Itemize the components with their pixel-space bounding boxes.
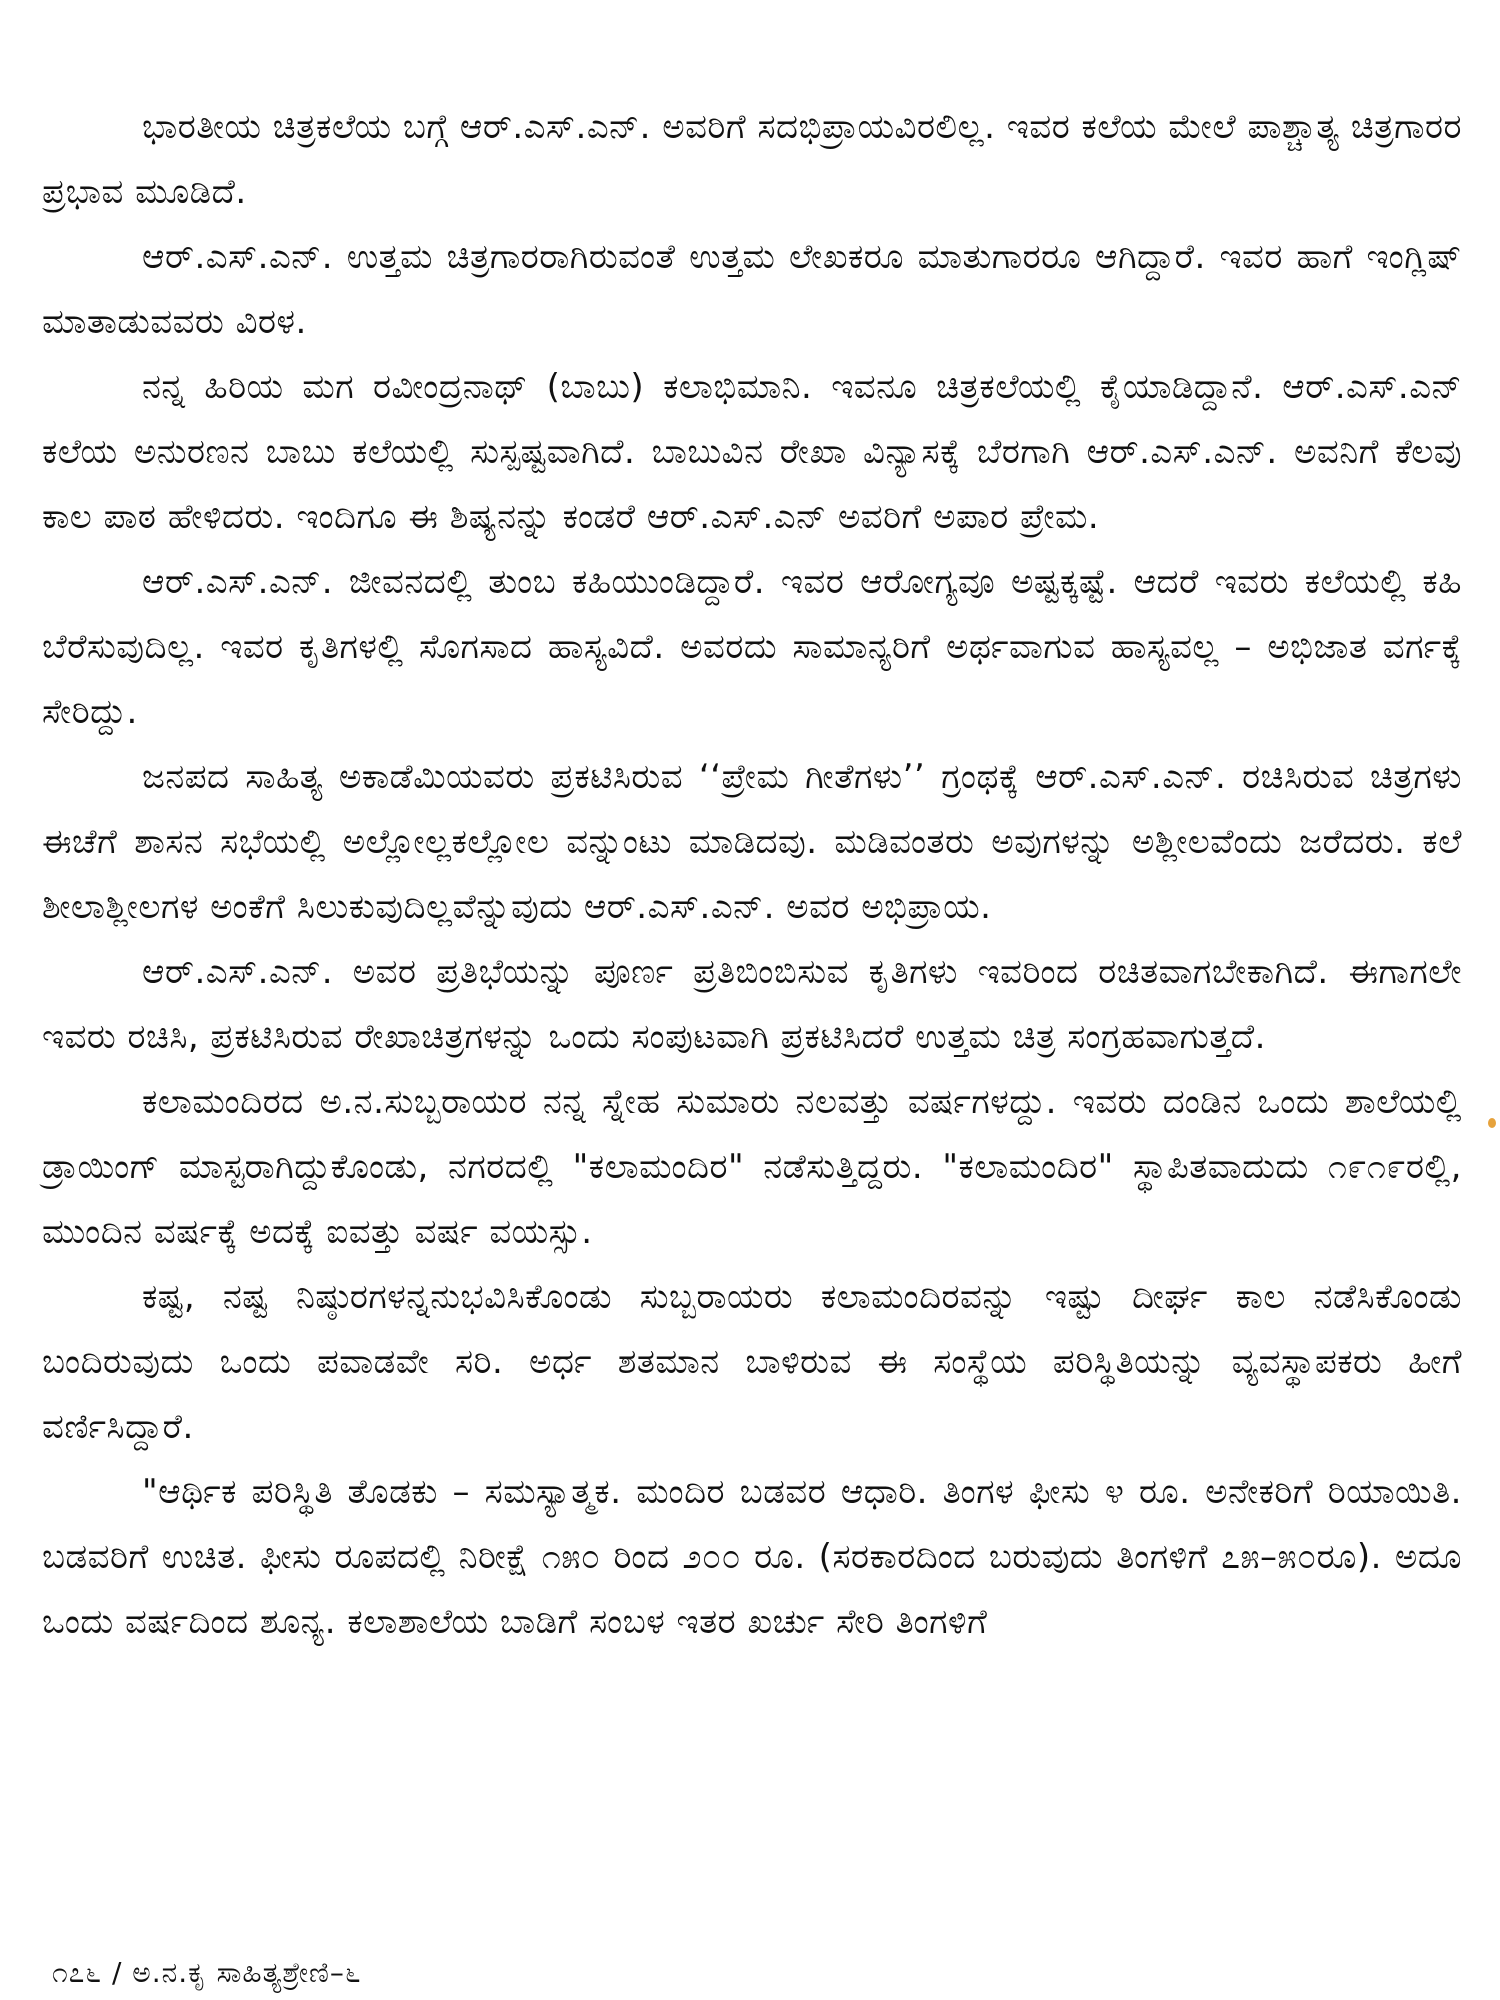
paragraph: ನನ್ನ ಹಿರಿಯ ಮಗ ರವೀಂದ್ರನಾಥ್ (ಬಾಬು) ಕಲಾಭಿಮಾನಿ. ಇವನೂ ಚಿತ್ರಕಲೆಯಲ್ಲಿ ಕೈಯಾಡಿದ್ದಾನೆ. ಆರ್.ಎಸ್.ಎನ್ ಕಲೆಯ ಅನುರಣನ ಬಾಬು ಕಲೆಯಲ್ಲಿ ಸುಸ್ಪಷ್ಟವಾಗಿದೆ. ಬಾಬುವಿನ ರೇಖಾ ವಿನ್ಯಾಸಕ್ಕೆ ಬೆರಗಾಗಿ ಆರ್.ಎಸ್.ಎನ್. ಅವನಿಗೆ ಕೆಲವು ಕಾಲ ಪಾಠ ಹೇಳಿದರು. ಇಂದಿಗೂ ಈ ಶಿಷ್ಯನನ್ನು ಕಂಡರೆ ಆರ್.ಎಸ್.ಎನ್ ಅವರಿಗೆ ಅಪಾರ ಪ್ರೇಮ. [42,367,1462,537]
page-body [42,95,1462,1655]
paragraph: ಕಲಾಮಂದಿರದ ಅ.ನ.ಸುಬ್ಬರಾಯರ ನನ್ನ ಸ್ನೇಹ ಸುಮಾರು ನಲವತ್ತು ವರ್ಷಗಳದ್ದು. ಇವರು ದಂಡಿನ ಒಂದು ಶಾಲೆಯಲ್ಲಿ ಡ್ರಾಯಿಂಗ್ ಮಾಸ್ಟರಾಗಿದ್ದುಕೊಂಡು, ನಗರದಲ್ಲಿ "ಕಲಾಮಂದಿರ" ನಡೆಸುತ್ತಿದ್ದರು. "ಕಲಾಮಂದಿರ" ಸ್ಥಾಪಿತವಾದುದು ೧೯೧೯ರಲ್ಲಿ, ಮುಂದಿನ ವರ್ಷಕ್ಕೆ ಅದಕ್ಕೆ ಐವತ್ತು ವರ್ಷ ವಯಸ್ಸು. [42,1082,1462,1252]
paragraph: ಆರ್.ಎಸ್.ಎನ್. ಉತ್ತಮ ಚಿತ್ರಗಾರರಾಗಿರುವಂತೆ ಉತ್ತಮ ಲೇಖಕರೂ ಮಾತುಗಾರರೂ ಆಗಿದ್ದಾರೆ. ಇವರ ಹಾಗೆ ಇಂಗ್ಲಿಷ್ ಮಾತಾಡುವವರು ವಿರಳ. [42,237,1462,342]
paragraph: ಕಷ್ಟ, ನಷ್ಟ ನಿಷ್ಠುರಗಳನ್ನನುಭವಿಸಿಕೊಂಡು ಸುಬ್ಬರಾಯರು ಕಲಾಮಂದಿರವನ್ನು ಇಷ್ಟು ದೀರ್ಘ ಕಾಲ ನಡೆಸಿಕೊಂಡು ಬಂದಿರುವುದು ಒಂದು ಪವಾಡವೇ ಸರಿ. ಅರ್ಧ ಶತಮಾನ ಬಾಳಿರುವ ಈ ಸಂಸ್ಥೆಯ ಪರಿಸ್ಥಿತಿಯನ್ನು ವ್ಯವಸ್ಥಾಪಕರು ಹೀಗೆ ವರ್ಣಿಸಿದ್ದಾರೆ. [42,1277,1462,1447]
paragraph: ಜನಪದ ಸಾಹಿತ್ಯ ಅಕಾಡೆಮಿಯವರು ಪ್ರಕಟಿಸಿರುವ ‘‘ಪ್ರೇಮ ಗೀತೆಗಳು’’ ಗ್ರಂಥಕ್ಕೆ ಆರ್.ಎಸ್.ಎನ್. ರಚಿಸಿರುವ ಚಿತ್ರಗಳು ಈಚೆಗೆ ಶಾಸನ ಸಭೆಯಲ್ಲಿ ಅಲ್ಲೋಲ್ಲಕಲ್ಲೋಲ ವನ್ನುಂಟು ಮಾಡಿದವು. ಮಡಿವಂತರು ಅವುಗಳನ್ನು ಅಶ್ಲೀಲವೆಂದು ಜರೆದರು. ಕಲೆ ಶೀಲಾಶ್ಲೀಲಗಳ ಅಂಕೆಗೆ ಸಿಲುಕುವುದಿಲ್ಲವೆನ್ನುವುದು ಆರ್.ಎಸ್.ಎನ್. ಅವರ ಅಭಿಪ್ರಾಯ. [42,757,1462,927]
scan-edge-mark [1488,1118,1496,1128]
paragraph: ಆರ್.ಎಸ್.ಎನ್. ಜೀವನದಲ್ಲಿ ತುಂಬ ಕಹಿಯುಂಡಿದ್ದಾರೆ. ಇವರ ಆರೋಗ್ಯವೂ ಅಷ್ಟಕ್ಕಷ್ಟೆ. ಆದರೆ ಇವರು ಕಲೆಯಲ್ಲಿ ಕಹಿ ಬೆರೆಸುವುದಿಲ್ಲ. ಇವರ ಕೃತಿಗಳಲ್ಲಿ ಸೊಗಸಾದ ಹಾಸ್ಯವಿದೆ. ಅವರದು ಸಾಮಾನ್ಯರಿಗೆ ಅರ್ಥವಾಗುವ ಹಾಸ್ಯವಲ್ಲ – ಅಭಿಜಾತ ವರ್ಗಕ್ಕೆ ಸೇರಿದ್ದು. [42,562,1462,732]
paragraph: "ಆರ್ಥಿಕ ಪರಿಸ್ಥಿತಿ ತೊಡಕು – ಸಮಸ್ಯಾತ್ಮಕ. ಮಂದಿರ ಬಡವರ ಆಧಾರಿ. ತಿಂಗಳ ಫೀಸು ೪ ರೂ. ಅನೇಕರಿಗೆ ರಿಯಾಯಿತಿ. ಬಡವರಿಗೆ ಉಚಿತ. ಫೀಸು ರೂಪದಲ್ಲಿ ನಿರೀಕ್ಷೆ ೧೫೦ ರಿಂದ ೨೦೦ ರೂ. (ಸರಕಾರದಿಂದ ಬರುವುದು ತಿಂಗಳಿಗೆ ೭೫–೫೦ರೂ). ಅದೂ ಒಂದು ವರ್ಷದಿಂದ ಶೂನ್ಯ. ಕಲಾಶಾಲೆಯ ಬಾಡಿಗೆ ಸಂಬಳ ಇತರ ಖರ್ಚು ಸೇರಿ ತಿಂಗಳಿಗೆ [42,1472,1462,1642]
paragraph: ಭಾರತೀಯ ಚಿತ್ರಕಲೆಯ ಬಗ್ಗೆ ಆರ್.ಎಸ್.ಎನ್. ಅವರಿಗೆ ಸದಭಿಪ್ರಾಯವಿರಲಿಲ್ಲ. ಇವರ ಕಲೆಯ ಮೇಲೆ ಪಾಶ್ಚಾತ್ಯ ಚಿತ್ರಗಾರರ ಪ್ರಭಾವ ಮೂಡಿದೆ. [42,107,1462,212]
page-footer: ೧೭೬ / ಅ.ನ.ಕೃ ಸಾಹಿತ್ಯಶ್ರೇಣಿ–೬ [52,1956,362,1989]
paragraph: ಆರ್.ಎಸ್.ಎನ್. ಅವರ ಪ್ರತಿಭೆಯನ್ನು ಪೂರ್ಣ ಪ್ರತಿಬಿಂಬಿಸುವ ಕೃತಿಗಳು ಇವರಿಂದ ರಚಿತವಾಗಬೇಕಾಗಿದೆ. ಈಗಾಗಲೇ ಇವರು ರಚಿಸಿ, ಪ್ರಕಟಿಸಿರುವ ರೇಖಾಚಿತ್ರಗಳನ್ನು ಒಂದು ಸಂಪುಟವಾಗಿ ಪ್ರಕಟಿಸಿದರೆ ಉತ್ತಮ ಚಿತ್ರ ಸಂಗ್ರಹವಾಗುತ್ತದೆ. [42,952,1462,1057]
